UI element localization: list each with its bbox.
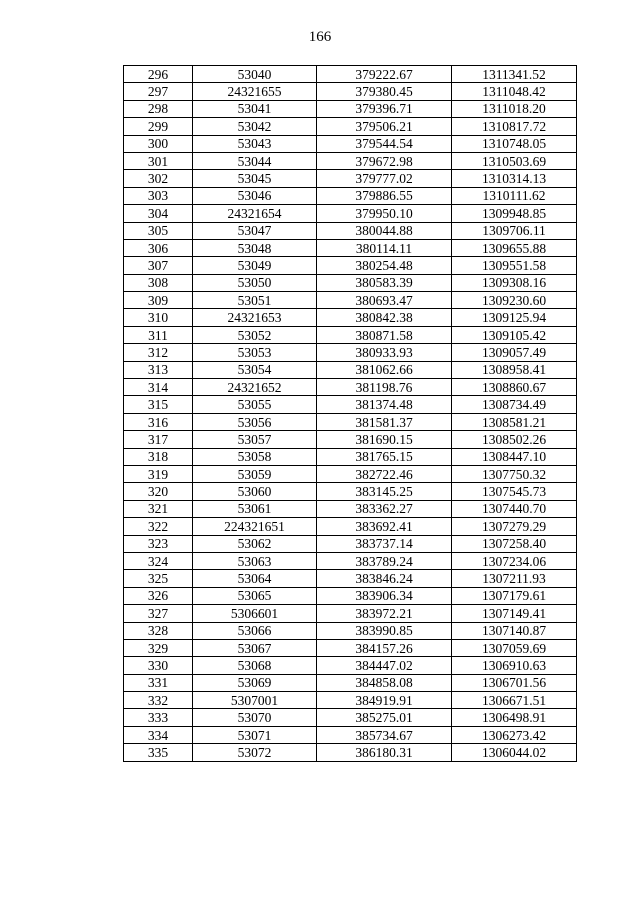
table-row xyxy=(124,413,577,430)
point-id-cell: 53051 xyxy=(193,292,317,309)
point-number-cell: 307 xyxy=(124,257,193,274)
point-id-cell: 53048 xyxy=(193,239,317,256)
point-number-cell: 308 xyxy=(124,274,193,291)
y-coordinate-cell: 1310111.62 xyxy=(452,187,577,204)
point-number-cell: 329 xyxy=(124,639,193,656)
point-number-cell: 302 xyxy=(124,170,193,187)
x-coordinate-cell: 380044.88 xyxy=(317,222,452,239)
x-coordinate-cell: 384447.02 xyxy=(317,657,452,674)
point-number-cell: 321 xyxy=(124,500,193,517)
point-number-cell: 309 xyxy=(124,292,193,309)
y-coordinate-cell: 1307750.32 xyxy=(452,465,577,482)
table-row xyxy=(124,379,577,396)
point-number-cell: 334 xyxy=(124,726,193,743)
table-row xyxy=(124,66,577,83)
x-coordinate-cell: 384919.91 xyxy=(317,692,452,709)
point-number-cell: 324 xyxy=(124,552,193,569)
table-row xyxy=(124,726,577,743)
x-coordinate-cell: 384858.08 xyxy=(317,674,452,691)
x-coordinate-cell: 383692.41 xyxy=(317,518,452,535)
x-coordinate-cell: 385275.01 xyxy=(317,709,452,726)
table-row xyxy=(124,135,577,152)
x-coordinate-cell: 380871.58 xyxy=(317,326,452,343)
y-coordinate-cell: 1309655.88 xyxy=(452,239,577,256)
point-id-cell: 53044 xyxy=(193,152,317,169)
point-number-cell: 325 xyxy=(124,570,193,587)
y-coordinate-cell: 1309308.16 xyxy=(452,274,577,291)
x-coordinate-cell: 383906.34 xyxy=(317,587,452,604)
point-id-cell: 24321652 xyxy=(193,379,317,396)
y-coordinate-cell: 1307279.29 xyxy=(452,518,577,535)
point-id-cell: 53072 xyxy=(193,744,317,761)
point-number-cell: 335 xyxy=(124,744,193,761)
x-coordinate-cell: 383972.21 xyxy=(317,605,452,622)
point-id-cell: 53045 xyxy=(193,170,317,187)
y-coordinate-cell: 1306671.51 xyxy=(452,692,577,709)
point-number-cell: 298 xyxy=(124,100,193,117)
point-id-cell: 53055 xyxy=(193,396,317,413)
point-id-cell: 5306601 xyxy=(193,605,317,622)
point-number-cell: 300 xyxy=(124,135,193,152)
point-number-cell: 310 xyxy=(124,309,193,326)
point-id-cell: 5307001 xyxy=(193,692,317,709)
point-number-cell: 319 xyxy=(124,465,193,482)
y-coordinate-cell: 1310503.69 xyxy=(452,152,577,169)
table-body xyxy=(124,66,577,762)
y-coordinate-cell: 1307258.40 xyxy=(452,535,577,552)
point-number-cell: 315 xyxy=(124,396,193,413)
x-coordinate-cell: 380933.93 xyxy=(317,344,452,361)
y-coordinate-cell: 1309551.58 xyxy=(452,257,577,274)
point-number-cell: 333 xyxy=(124,709,193,726)
table-row xyxy=(124,309,577,326)
x-coordinate-cell: 383846.24 xyxy=(317,570,452,587)
y-coordinate-cell: 1309948.85 xyxy=(452,205,577,222)
point-id-cell: 53053 xyxy=(193,344,317,361)
x-coordinate-cell: 386180.31 xyxy=(317,744,452,761)
point-number-cell: 297 xyxy=(124,83,193,100)
table-row xyxy=(124,239,577,256)
y-coordinate-cell: 1306910.63 xyxy=(452,657,577,674)
y-coordinate-cell: 1307545.73 xyxy=(452,483,577,500)
x-coordinate-cell: 380842.38 xyxy=(317,309,452,326)
point-id-cell: 53058 xyxy=(193,448,317,465)
x-coordinate-cell: 382722.46 xyxy=(317,465,452,482)
point-id-cell: 53070 xyxy=(193,709,317,726)
point-id-cell: 53069 xyxy=(193,674,317,691)
point-id-cell: 224321651 xyxy=(193,518,317,535)
point-number-cell: 299 xyxy=(124,118,193,135)
page-number: 166 xyxy=(308,29,332,45)
x-coordinate-cell: 380693.47 xyxy=(317,292,452,309)
x-coordinate-cell: 381690.15 xyxy=(317,431,452,448)
point-number-cell: 328 xyxy=(124,622,193,639)
y-coordinate-cell: 1310314.13 xyxy=(452,170,577,187)
table-row xyxy=(124,587,577,604)
table-row xyxy=(124,570,577,587)
table-row xyxy=(124,709,577,726)
table-row xyxy=(124,657,577,674)
y-coordinate-cell: 1307234.06 xyxy=(452,552,577,569)
x-coordinate-cell: 383737.14 xyxy=(317,535,452,552)
table-row xyxy=(124,205,577,222)
y-coordinate-cell: 1308447.10 xyxy=(452,448,577,465)
table-row xyxy=(124,396,577,413)
point-id-cell: 53061 xyxy=(193,500,317,517)
y-coordinate-cell: 1306701.56 xyxy=(452,674,577,691)
point-number-cell: 316 xyxy=(124,413,193,430)
point-id-cell: 53043 xyxy=(193,135,317,152)
y-coordinate-cell: 1308734.49 xyxy=(452,396,577,413)
y-coordinate-cell: 1311018.20 xyxy=(452,100,577,117)
y-coordinate-cell: 1306498.91 xyxy=(452,709,577,726)
table-row xyxy=(124,152,577,169)
y-coordinate-cell: 1308581.21 xyxy=(452,413,577,430)
table-row xyxy=(124,535,577,552)
x-coordinate-cell: 381374.48 xyxy=(317,396,452,413)
point-number-cell: 313 xyxy=(124,361,193,378)
coordinates-table xyxy=(123,65,577,762)
point-id-cell: 53056 xyxy=(193,413,317,430)
table-row xyxy=(124,274,577,291)
table-row xyxy=(124,431,577,448)
y-coordinate-cell: 1309057.49 xyxy=(452,344,577,361)
point-number-cell: 330 xyxy=(124,657,193,674)
y-coordinate-cell: 1310748.05 xyxy=(452,135,577,152)
table-row xyxy=(124,744,577,761)
x-coordinate-cell: 379506.21 xyxy=(317,118,452,135)
point-id-cell: 53071 xyxy=(193,726,317,743)
y-coordinate-cell: 1310817.72 xyxy=(452,118,577,135)
table-row xyxy=(124,118,577,135)
table-row xyxy=(124,257,577,274)
point-id-cell: 24321653 xyxy=(193,309,317,326)
point-number-cell: 296 xyxy=(124,66,193,83)
point-id-cell: 53052 xyxy=(193,326,317,343)
x-coordinate-cell: 379544.54 xyxy=(317,135,452,152)
point-number-cell: 311 xyxy=(124,326,193,343)
x-coordinate-cell: 379777.02 xyxy=(317,170,452,187)
table-row xyxy=(124,326,577,343)
y-coordinate-cell: 1309105.42 xyxy=(452,326,577,343)
x-coordinate-cell: 380254.48 xyxy=(317,257,452,274)
x-coordinate-cell: 385734.67 xyxy=(317,726,452,743)
point-id-cell: 53049 xyxy=(193,257,317,274)
point-number-cell: 312 xyxy=(124,344,193,361)
point-id-cell: 53040 xyxy=(193,66,317,83)
point-id-cell: 53065 xyxy=(193,587,317,604)
point-id-cell: 53057 xyxy=(193,431,317,448)
x-coordinate-cell: 379886.55 xyxy=(317,187,452,204)
x-coordinate-cell: 380114.11 xyxy=(317,239,452,256)
point-id-cell: 53054 xyxy=(193,361,317,378)
y-coordinate-cell: 1307149.41 xyxy=(452,605,577,622)
point-id-cell: 53042 xyxy=(193,118,317,135)
point-number-cell: 331 xyxy=(124,674,193,691)
point-id-cell: 53062 xyxy=(193,535,317,552)
x-coordinate-cell: 379380.45 xyxy=(317,83,452,100)
point-number-cell: 326 xyxy=(124,587,193,604)
table-row xyxy=(124,448,577,465)
table-row xyxy=(124,483,577,500)
point-id-cell: 53068 xyxy=(193,657,317,674)
y-coordinate-cell: 1309230.60 xyxy=(452,292,577,309)
x-coordinate-cell: 381765.15 xyxy=(317,448,452,465)
x-coordinate-cell: 384157.26 xyxy=(317,639,452,656)
y-coordinate-cell: 1309706.11 xyxy=(452,222,577,239)
y-coordinate-cell: 1308502.26 xyxy=(452,431,577,448)
table-row xyxy=(124,292,577,309)
point-number-cell: 317 xyxy=(124,431,193,448)
table-row xyxy=(124,552,577,569)
table-row xyxy=(124,518,577,535)
point-id-cell: 53060 xyxy=(193,483,317,500)
table-row xyxy=(124,170,577,187)
y-coordinate-cell: 1311048.42 xyxy=(452,83,577,100)
point-id-cell: 53064 xyxy=(193,570,317,587)
point-number-cell: 314 xyxy=(124,379,193,396)
table-row xyxy=(124,639,577,656)
point-number-cell: 322 xyxy=(124,518,193,535)
x-coordinate-cell: 379950.10 xyxy=(317,205,452,222)
table-row xyxy=(124,674,577,691)
y-coordinate-cell: 1309125.94 xyxy=(452,309,577,326)
x-coordinate-cell: 381062.66 xyxy=(317,361,452,378)
table-row xyxy=(124,344,577,361)
point-id-cell: 53063 xyxy=(193,552,317,569)
point-id-cell: 53047 xyxy=(193,222,317,239)
table-row xyxy=(124,100,577,117)
table-row xyxy=(124,692,577,709)
x-coordinate-cell: 383990.85 xyxy=(317,622,452,639)
x-coordinate-cell: 383362.27 xyxy=(317,500,452,517)
table-row xyxy=(124,187,577,204)
point-number-cell: 327 xyxy=(124,605,193,622)
y-coordinate-cell: 1307059.69 xyxy=(452,639,577,656)
table-row xyxy=(124,605,577,622)
point-number-cell: 318 xyxy=(124,448,193,465)
point-number-cell: 301 xyxy=(124,152,193,169)
y-coordinate-cell: 1308958.41 xyxy=(452,361,577,378)
y-coordinate-cell: 1306273.42 xyxy=(452,726,577,743)
point-number-cell: 332 xyxy=(124,692,193,709)
table-row xyxy=(124,465,577,482)
x-coordinate-cell: 381581.37 xyxy=(317,413,452,430)
y-coordinate-cell: 1307211.93 xyxy=(452,570,577,587)
x-coordinate-cell: 381198.76 xyxy=(317,379,452,396)
point-number-cell: 303 xyxy=(124,187,193,204)
point-number-cell: 323 xyxy=(124,535,193,552)
table-row xyxy=(124,500,577,517)
point-id-cell: 53066 xyxy=(193,622,317,639)
point-id-cell: 24321654 xyxy=(193,205,317,222)
table-row xyxy=(124,222,577,239)
y-coordinate-cell: 1307140.87 xyxy=(452,622,577,639)
point-id-cell: 53050 xyxy=(193,274,317,291)
table-row xyxy=(124,361,577,378)
x-coordinate-cell: 379672.98 xyxy=(317,152,452,169)
x-coordinate-cell: 383789.24 xyxy=(317,552,452,569)
point-id-cell: 53046 xyxy=(193,187,317,204)
x-coordinate-cell: 380583.39 xyxy=(317,274,452,291)
y-coordinate-cell: 1311341.52 xyxy=(452,66,577,83)
y-coordinate-cell: 1307179.61 xyxy=(452,587,577,604)
y-coordinate-cell: 1306044.02 xyxy=(452,744,577,761)
x-coordinate-cell: 379396.71 xyxy=(317,100,452,117)
point-number-cell: 304 xyxy=(124,205,193,222)
point-id-cell: 53041 xyxy=(193,100,317,117)
x-coordinate-cell: 383145.25 xyxy=(317,483,452,500)
y-coordinate-cell: 1307440.70 xyxy=(452,500,577,517)
table-row xyxy=(124,622,577,639)
point-number-cell: 306 xyxy=(124,239,193,256)
point-id-cell: 53067 xyxy=(193,639,317,656)
y-coordinate-cell: 1308860.67 xyxy=(452,379,577,396)
point-number-cell: 320 xyxy=(124,483,193,500)
table-row xyxy=(124,83,577,100)
point-id-cell: 53059 xyxy=(193,465,317,482)
x-coordinate-cell: 379222.67 xyxy=(317,66,452,83)
point-id-cell: 24321655 xyxy=(193,83,317,100)
point-number-cell: 305 xyxy=(124,222,193,239)
